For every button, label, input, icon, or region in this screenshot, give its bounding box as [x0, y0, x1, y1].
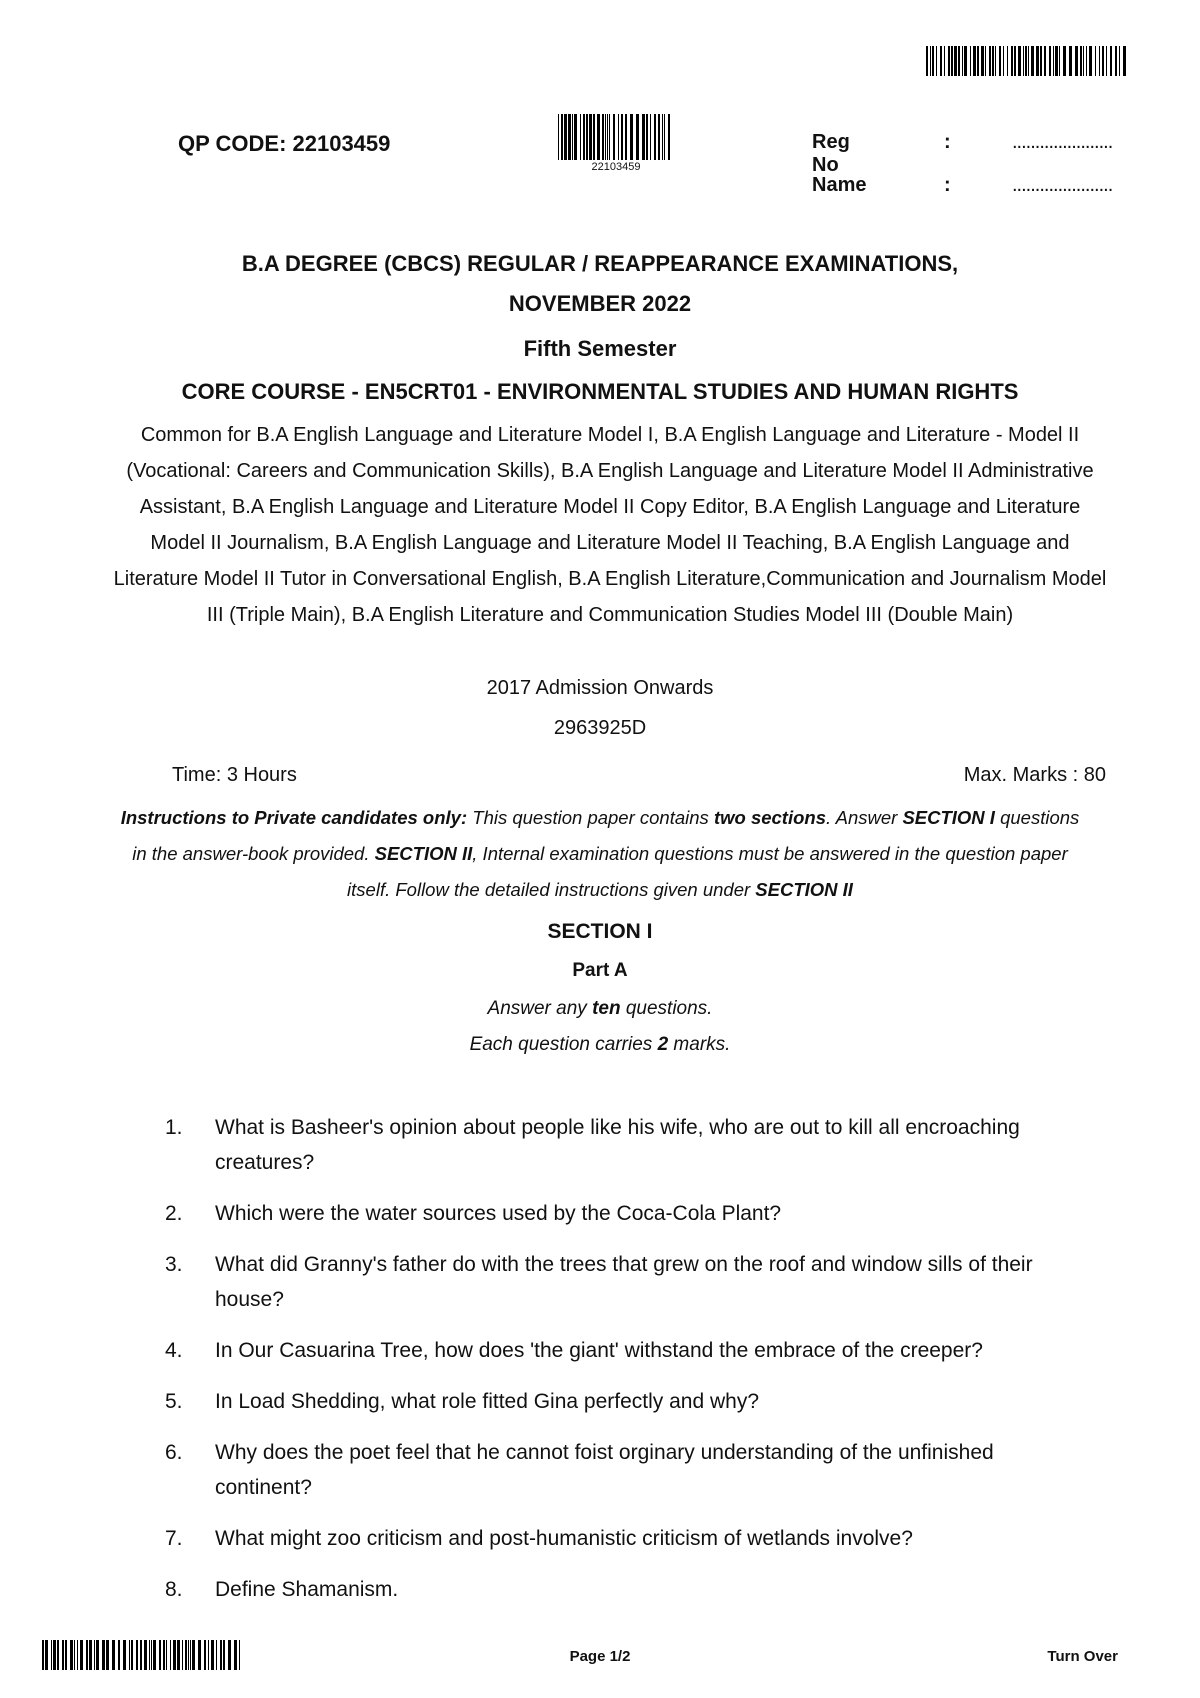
instructions-text-1: This question paper contains: [467, 807, 714, 828]
barcode-bar: [1123, 46, 1126, 76]
barcode-bar: [1059, 46, 1060, 76]
question-number: 4.: [165, 1339, 183, 1362]
question-text: Why does the poet feel that he cannot foist orginary understanding of the unfinished continent?: [215, 1441, 994, 1499]
part-title: Part A: [572, 960, 628, 981]
barcode-bar: [973, 46, 976, 76]
barcode-bar: [999, 46, 1001, 76]
barcode-bar: [609, 114, 610, 160]
instructions-bold-4: SECTION II: [755, 879, 853, 900]
barcode-bar: [572, 114, 573, 160]
answer-post: questions.: [620, 998, 713, 1019]
barcode-bar: [1099, 46, 1100, 76]
barcode-bar: [964, 46, 967, 76]
barcode-bar: [1023, 46, 1024, 76]
question-text: What is Basheer's opinion about people like his wife, who are out to kill all encroaching creatures?: [215, 1116, 1020, 1174]
question-item: [165, 1196, 1095, 1231]
barcode-bar: [602, 114, 604, 160]
semester: Fifth Semester: [523, 336, 677, 361]
barcode-bar: [636, 114, 639, 160]
barcode-bar: [970, 46, 971, 76]
barcode-bar: [1119, 46, 1120, 76]
barcode-bar: [580, 114, 581, 160]
instructions-text-3: questions in the answer-book provided.: [132, 807, 1080, 864]
barcode-bar: [948, 46, 950, 76]
barcode-bar: [926, 46, 928, 76]
barcode-bar: [564, 114, 567, 160]
barcode-bar: [650, 114, 651, 160]
barcode-bar: [1110, 46, 1112, 76]
barcode-bar: [621, 114, 623, 160]
instructions-bold-3: SECTION II: [374, 843, 473, 864]
barcode-bar: [605, 114, 606, 160]
barcode-bar: [1063, 46, 1066, 76]
barcode-bar: [630, 114, 633, 160]
barcode-bar: [992, 46, 994, 76]
barcode-bar: [613, 114, 615, 160]
question-number: 7.: [165, 1527, 183, 1550]
question-text: Which were the water sources used by the Coca-Cola Plant?: [215, 1202, 782, 1225]
instructions-text-4: , Internal examination questions must be answered in the question paper itself. Follow the detailed instructions given under: [347, 843, 1068, 900]
question-number: 6.: [165, 1441, 183, 1464]
barcode-bar: [1025, 46, 1027, 76]
barcode-bar: [1115, 46, 1117, 76]
reg-no-field: ......................: [1012, 131, 1113, 153]
question-text: Define Shamanism.: [215, 1578, 399, 1601]
marks-instruction: [0, 1034, 1200, 1056]
question-text: In Load Shedding, what role fitted Gina perfectly and why?: [215, 1390, 760, 1413]
question-number: 5.: [165, 1390, 183, 1413]
barcode-bar: [1007, 46, 1008, 76]
barcode-bar: [989, 46, 991, 76]
qp-code: QP CODE: 22103459: [178, 131, 391, 156]
barcode-bar: [618, 114, 619, 160]
barcode-bar: [561, 114, 563, 160]
barcode-bar: [1014, 46, 1016, 76]
name-colon: :: [944, 174, 951, 196]
barcode-bar: [995, 46, 996, 76]
barcode-bar: [1003, 46, 1004, 76]
question-text: What might zoo criticism and post-humanistic criticism of wetlands involve?: [215, 1527, 913, 1550]
reg-no-label: Reg No: [812, 131, 850, 176]
barcode-bar: [1080, 46, 1082, 76]
barcode-bar: [662, 114, 663, 160]
question-number: 8.: [165, 1578, 183, 1601]
marks-value: 2: [657, 1034, 669, 1055]
section-title: SECTION I: [547, 920, 653, 943]
barcode-bar: [1049, 46, 1051, 76]
barcode-bar: [658, 114, 660, 160]
page-number: Page 1/2: [569, 1648, 631, 1665]
barcode-bar: [1075, 46, 1078, 76]
barcode-bar: [1095, 46, 1096, 76]
question-item: [165, 1110, 1095, 1180]
barcode-bar: [654, 114, 656, 160]
instructions-text-2: . Answer: [826, 807, 903, 828]
instructions: [120, 800, 1080, 908]
qp-barcode-number: 22103459: [591, 161, 641, 173]
barcode-bar: [625, 114, 627, 160]
exam-title-line1: B.A DEGREE (CBCS) REGULAR / REAPPEARANCE EXAMINATIONS,: [241, 251, 959, 276]
barcode-bar: [589, 114, 592, 160]
common-for-text: Common for B.A English Language and Literature Model I, B.A English Language and Literature - Model II (Vocational: Careers and Communication Skills), B.A English Language and Literature Model II Administrative Assistant, B.A English Language and Literature Model II Copy Editor, B.A English Language and Literature Model II Journalism, B.A English Language and Literature Model II Teaching, B.A English Language and Literature Model II Tutor in Conversational English, B.A English Literature,Communication and Journalism Model III (Triple Main), B.A English Literature and Communication Studies Model III (Double Main): [113, 424, 1107, 626]
barcode-bar: [597, 114, 600, 160]
answer-count: ten: [592, 998, 621, 1019]
marks-post: marks.: [668, 1034, 731, 1055]
barcode-bar: [607, 114, 608, 160]
barcode-bar: [985, 46, 986, 76]
course-title: CORE COURSE - EN5CRT01 - ENVIRONMENTAL STUDIES AND HUMAN RIGHTS: [181, 379, 1019, 404]
barcode-bar: [940, 46, 942, 76]
barcode-bar: [944, 46, 945, 76]
marks-pre: Each question carries: [469, 1034, 658, 1055]
admission: 2017 Admission Onwards: [486, 677, 714, 699]
question-item: [165, 1333, 1095, 1368]
question-item: [165, 1572, 1095, 1607]
barcode-bar: [962, 46, 963, 76]
barcode-bar: [646, 114, 648, 160]
question-number: 3.: [165, 1253, 183, 1276]
question-item: [165, 1247, 1095, 1317]
barcode-bar: [1083, 46, 1084, 76]
question-item: [165, 1435, 1095, 1505]
barcode-bar: [1069, 46, 1072, 76]
instructions-bold-2: SECTION I: [902, 807, 995, 828]
barcode-bar: [593, 114, 595, 160]
question-item: [165, 1384, 1095, 1419]
reg-no-colon: :: [944, 131, 951, 153]
barcode-bar: [1053, 46, 1054, 76]
barcode-bar: [1089, 46, 1092, 76]
question-number: 1.: [165, 1116, 183, 1139]
max-marks: Max. Marks : 80: [963, 764, 1106, 786]
barcode-bar: [958, 46, 960, 76]
question-text: In Our Casuarina Tree, how does 'the giant' withstand the embrace of the creeper?: [215, 1339, 983, 1362]
barcode-bar: [932, 46, 934, 76]
barcode-bar: [1102, 46, 1104, 76]
barcode-bar: [1040, 46, 1042, 76]
instructions-bold-1: two sections: [713, 807, 827, 828]
time-allowed: Time: 3 Hours: [172, 764, 297, 786]
barcode-bar: [1036, 46, 1039, 76]
barcode-bar: [1055, 46, 1058, 76]
answer-pre: Answer any: [487, 998, 593, 1019]
barcode-bar: [1011, 46, 1013, 76]
answer-instruction: [0, 998, 1200, 1020]
barcode-bar: [583, 114, 585, 160]
barcode-bar: [664, 114, 665, 160]
barcode-bar: [930, 46, 931, 76]
barcode-bar: [574, 114, 577, 160]
question-number: 2.: [165, 1202, 183, 1225]
barcode-bar: [936, 46, 937, 76]
paper-code: 2963925D: [553, 717, 647, 739]
top-right-barcode: [926, 46, 1128, 76]
question-item: [165, 1521, 1095, 1556]
barcode-bar: [642, 114, 645, 160]
barcode-bar: [1018, 46, 1021, 76]
barcode-bar: [1044, 46, 1046, 76]
barcode-bar: [1028, 46, 1029, 76]
name-label: Name: [812, 174, 867, 196]
barcode-bar: [558, 114, 559, 160]
instructions-lead: Instructions to Private candidates only:: [120, 807, 468, 828]
qp-barcode: [558, 114, 674, 160]
barcode-bar: [668, 114, 670, 160]
question-text: What did Granny's father do with the trees that grew on the roof and window sills of their house?: [215, 1253, 1033, 1311]
barcode-bar: [1086, 46, 1087, 76]
name-field: ......................: [1012, 174, 1113, 196]
exam-title-line2: NOVEMBER 2022: [508, 291, 692, 316]
turn-over: Turn Over: [1047, 1648, 1118, 1665]
barcode-bar: [586, 114, 588, 160]
barcode-bar: [977, 46, 979, 76]
question-list: [165, 1110, 1095, 1623]
barcode-bar: [954, 46, 957, 76]
barcode-bar: [951, 46, 953, 76]
barcode-bar: [1031, 46, 1034, 76]
barcode-bar: [568, 114, 571, 160]
barcode-bar: [981, 46, 984, 76]
barcode-bar: [1106, 46, 1107, 76]
